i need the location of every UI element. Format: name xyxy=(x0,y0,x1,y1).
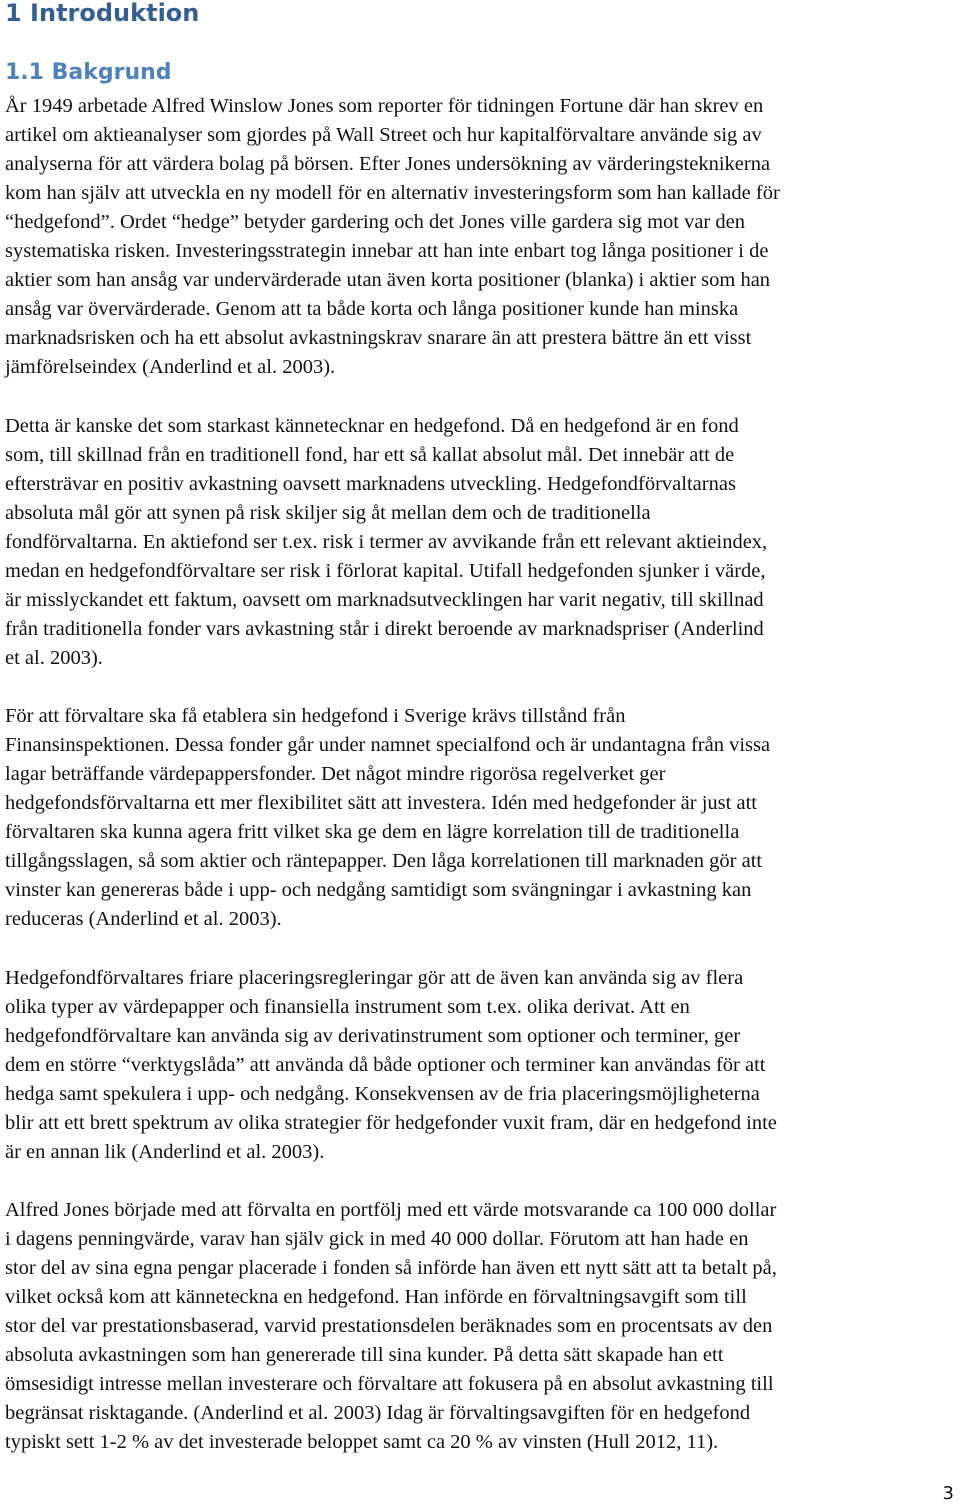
page-number: 3 xyxy=(942,1483,954,1504)
text-line: hedgefondsförvaltarna ett mer flexibilitet sätt att investera. Idén med hedgefonder är just att xyxy=(5,792,757,814)
paragraph-history xyxy=(5,92,955,382)
text-line: absoluta mål gör att synen på risk skiljer sig åt mellan dem och de traditionella xyxy=(5,502,651,524)
text-line: typiskt sett 1-2 % av det investerade beloppet samt ca 20 % av vinsten (Hull 2012, 11). xyxy=(5,1431,719,1453)
paragraph-derivatives xyxy=(5,964,955,1167)
text-line: analyserna för att värdera bolag på börsen. Efter Jones undersökning av värderingsteknikerna xyxy=(5,153,771,175)
text-line: marknadsrisken och ha ett absolut avkastningskrav snarare än att prestera bättre än ett visst xyxy=(5,327,752,349)
text-line: som, till skillnad från en traditionell fond, har ett så kallat absolut mål. Det innebär att de xyxy=(5,444,735,466)
text-line: begränsat risktagande. (Anderlind et al. 2003) Idag är förvaltingsavgiften för en hedgefond xyxy=(5,1402,751,1424)
text-line: jämförelseindex (Anderlind et al. 2003). xyxy=(5,356,336,378)
text-line: stor del av sina egna pengar placerade i fonden så införde han även ett nytt sätt att ta betalt på, xyxy=(5,1257,777,1279)
text-line: är en annan lik (Anderlind et al. 2003). xyxy=(5,1141,325,1163)
text-line: eftersträvar en positiv avkastning oavsett marknadens utveckling. Hedgefondförvaltarnas xyxy=(5,473,736,495)
text-line: Hedgefondförvaltares friare placeringsregleringar gör att de även kan använda sig av flera xyxy=(5,967,744,989)
text-line: Detta är kanske det som starkast kännetecknar en hedgefond. Då en hedgefond är en fond xyxy=(5,415,739,437)
paragraph-regulation xyxy=(5,702,955,934)
chapter-title: 1 Introduktion xyxy=(5,0,200,27)
text-line: är misslyckandet ett faktum, oavsett om marknadsutvecklingen har varit negativ, till skillnad xyxy=(5,589,764,611)
text-line: lagar beträffande värdepappersfonder. Det något mindre rigorösa regelverket ger xyxy=(5,763,666,785)
text-line: förvaltaren ska kunna agera fritt vilket ska ge dem en lägre korrelation till de traditionella xyxy=(5,821,740,843)
text-line: ansåg var övervärderade. Genom att ta både korta och långa positioner kunde han minska xyxy=(5,298,739,320)
text-line: reduceras (Anderlind et al. 2003). xyxy=(5,908,282,930)
text-line: från traditionella fonder vars avkastning står i direkt beroende av marknadspriser (Anderlind xyxy=(5,618,764,640)
text-line: systematiska risken. Investeringsstrategin innebar att han inte enbart tog långa positioner i de xyxy=(5,240,769,262)
text-line: “hedgefond”. Ordet “hedge” betyder gardering och det Jones ville gardera sig mot var den xyxy=(5,211,745,233)
text-line: År 1949 arbetade Alfred Winslow Jones som reporter för tidningen Fortune där han skrev en xyxy=(5,95,764,117)
section-title: 1.1 Bakgrund xyxy=(5,60,172,85)
text-line: hedgefondförvaltare kan använda sig av derivatinstrument som optioner och terminer, ger xyxy=(5,1025,741,1047)
text-line: För att förvaltare ska få etablera sin hedgefond i Sverige krävs tillstånd från xyxy=(5,705,626,727)
text-line: Finansinspektionen. Dessa fonder går under namnet specialfond och är undantagna från vissa xyxy=(5,734,771,756)
text-line: tillgångsslagen, så som aktier och räntepapper. Den låga korrelationen till marknaden gör att xyxy=(5,850,763,872)
paragraph-fees xyxy=(5,1196,955,1457)
text-line: vinster kan genereras både i upp- och nedgång samtidigt som svängningar i avkastning kan xyxy=(5,879,752,901)
text-line: absoluta avkastningen som han genererade till sina kunder. På detta sätt skapade han ett xyxy=(5,1344,724,1366)
text-line: et al. 2003). xyxy=(5,647,103,669)
text-line: fondförvaltarna. En aktiefond ser t.ex. risk i termer av avvikande från ett relevant aktieindex, xyxy=(5,531,768,553)
text-line: hedga samt spekulera i upp- och nedgång. Konsekvensen av de fria placeringsmöjligheterna xyxy=(5,1083,760,1105)
text-line: artikel om aktieanalyser som gjordes på Wall Street och hur kapitalförvaltare använde sig av xyxy=(5,124,762,146)
text-line: stor del var prestationsbaserad, varvid prestationsdelen beräknades som en procentsats av den xyxy=(5,1315,773,1337)
text-line: ömsesidigt intresse mellan investerare och förvaltare att fokusera på en absolut avkastning till xyxy=(5,1373,774,1395)
text-line: blir att ett brett spektrum av olika strategier för hedgefonder vuxit fram, där en hedgefond inte xyxy=(5,1112,777,1134)
text-line: medan en hedgefondförvaltare ser risk i förlorat kapital. Utifall hedgefonden sjunker i värde, xyxy=(5,560,766,582)
text-line: i dagens penningvärde, varav han själv gick in med 40 000 dollar. Förutom att han hade en xyxy=(5,1228,749,1250)
paragraph-absolute-goal xyxy=(5,412,955,673)
text-line: Alfred Jones började med att förvalta en portfölj med ett värde motsvarande ca 100 000 dollar xyxy=(5,1199,777,1221)
text-line: aktier som han ansåg var undervärderade utan även korta positioner (blanka) i aktier som han xyxy=(5,269,771,291)
text-line: olika typer av värdepapper och finansiella instrument som t.ex. olika derivat. Att en xyxy=(5,996,690,1018)
text-line: kom han själv att utveckla en ny modell för en alternativ investeringsform som han kallade för xyxy=(5,182,780,204)
text-line: dem en större “verktygslåda” att använda då både optioner och terminer kan användas för att xyxy=(5,1054,766,1076)
text-line: vilket också kom att känneteckna en hedgefond. Han införde en förvaltningsavgift som till xyxy=(5,1286,747,1308)
